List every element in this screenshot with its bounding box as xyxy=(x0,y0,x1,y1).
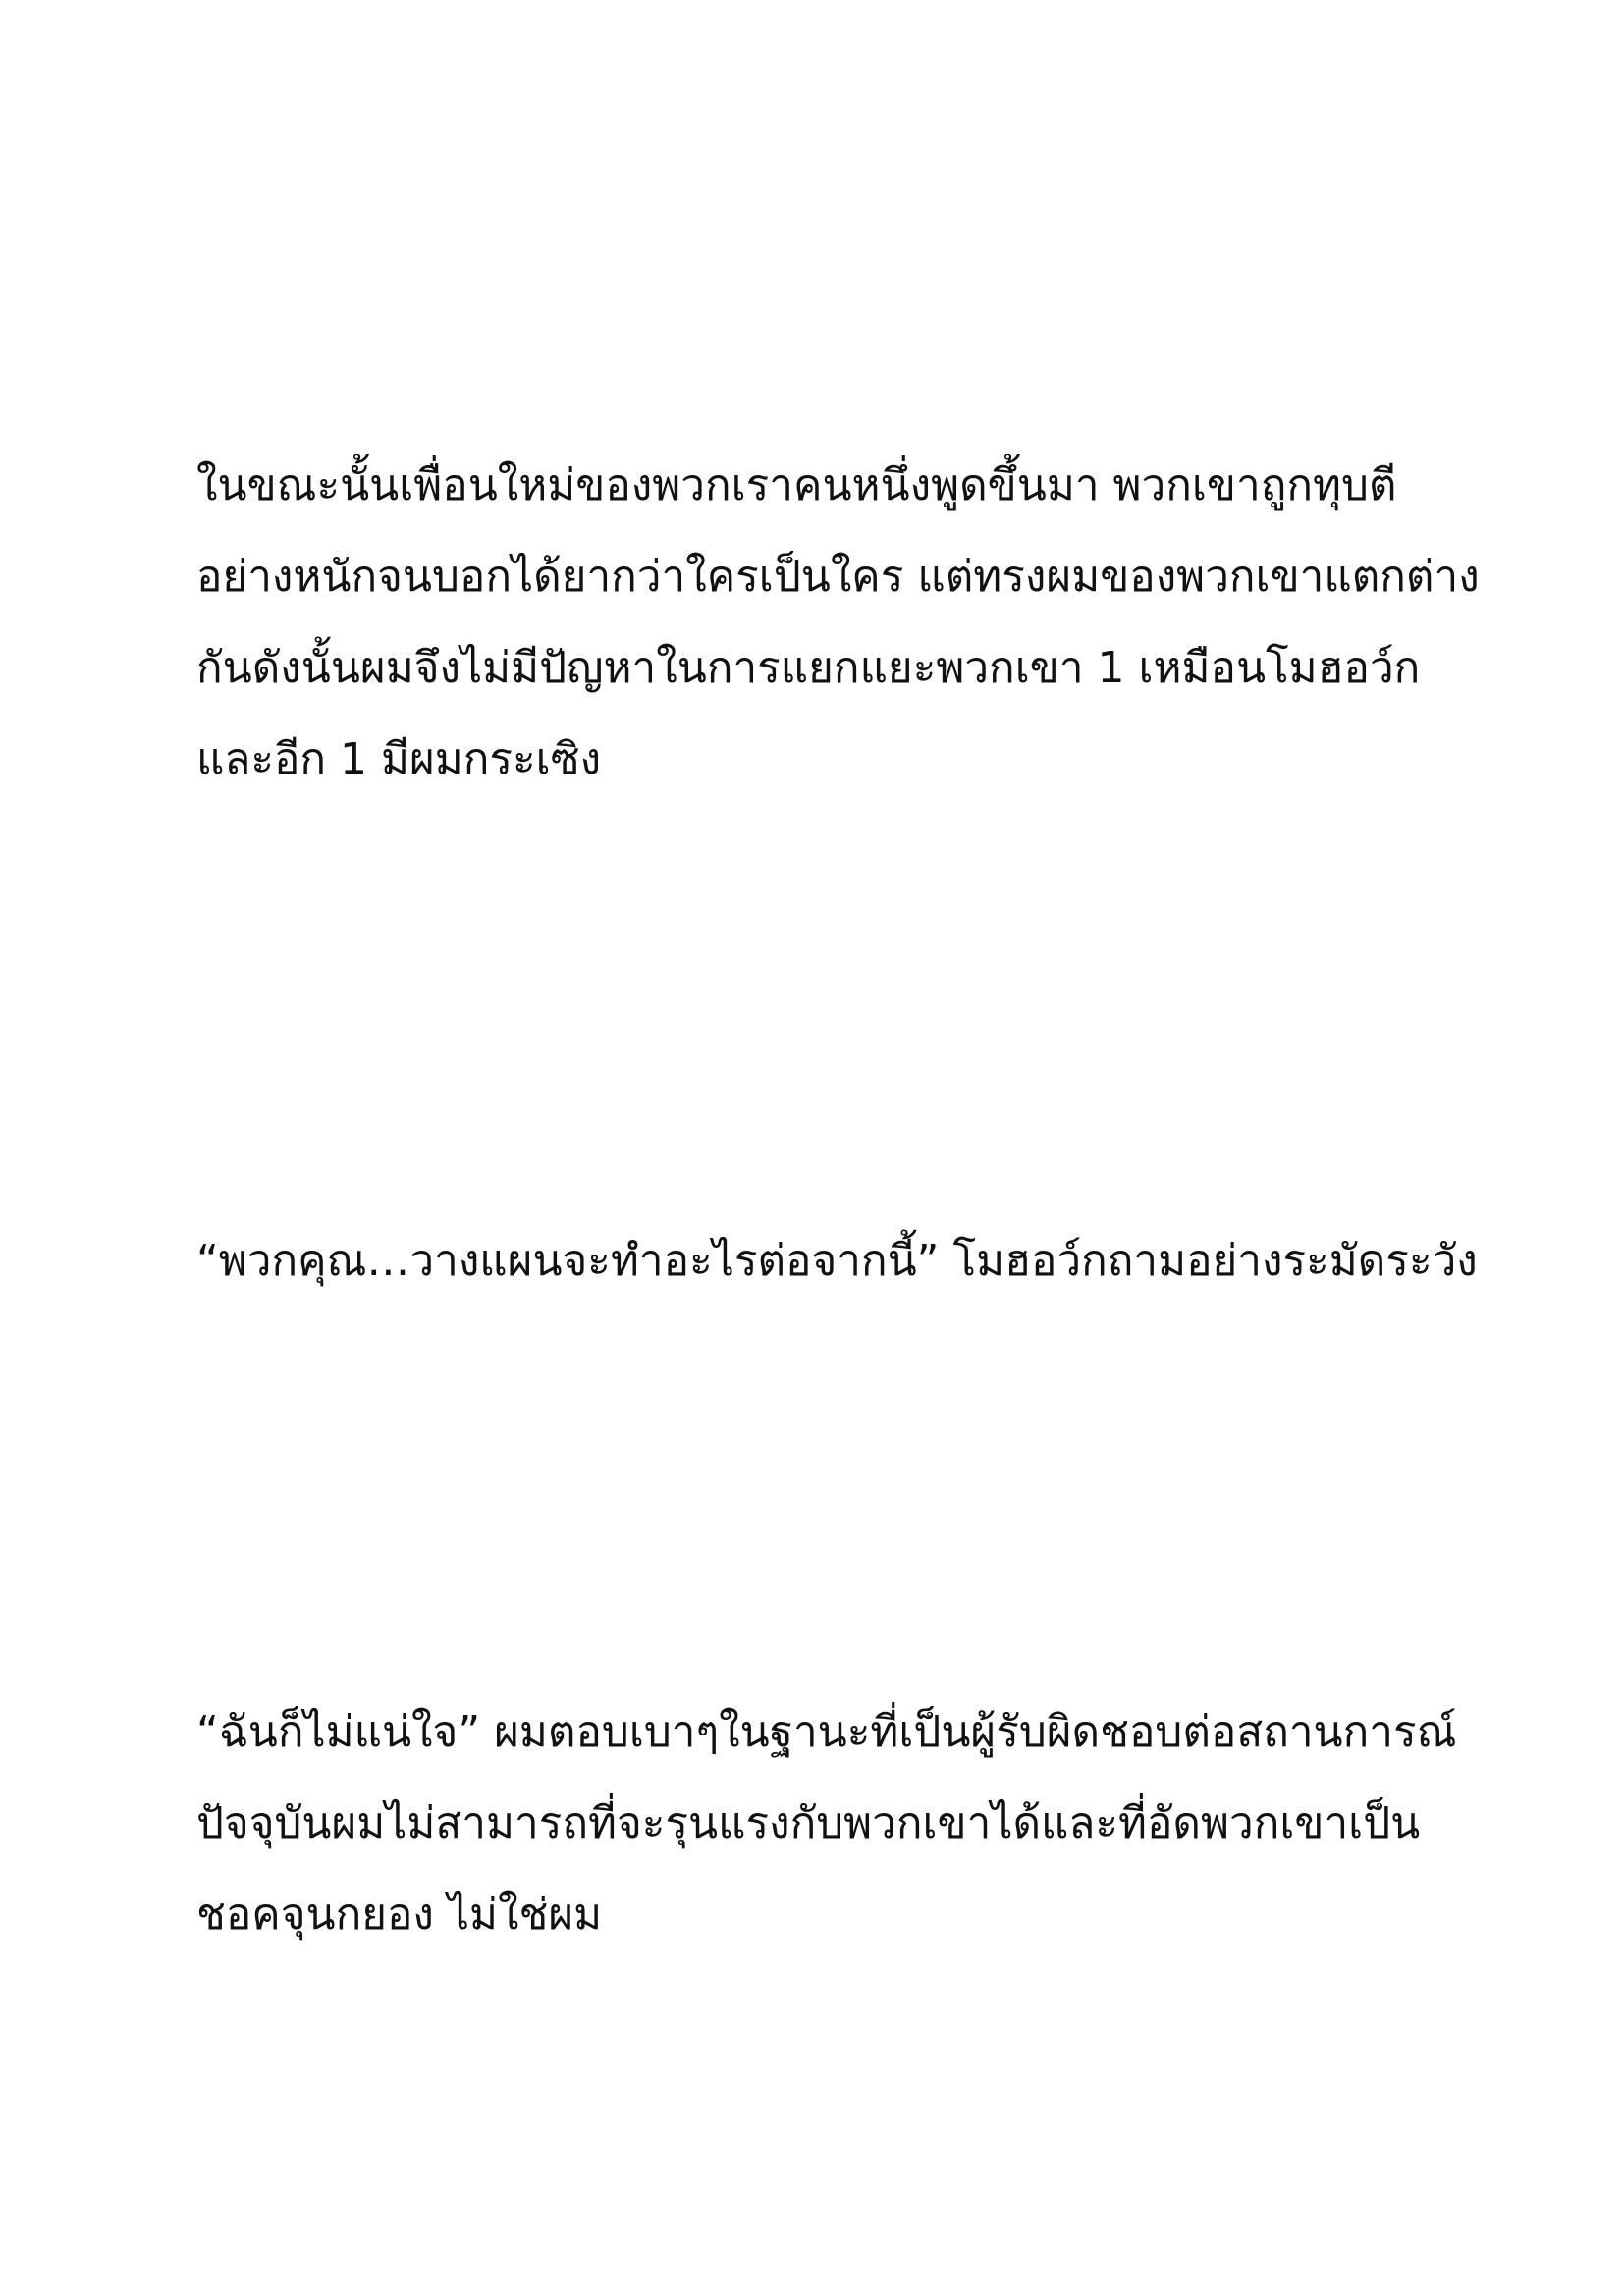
text-line: ชอคจุนกยอง ไม่ใช่ผม xyxy=(196,1890,603,1940)
text-line: อย่างหนักจนบอกได้ยากว่าใครเป็นใคร แต่ทรงผมของพวกเขาแตกต่าง xyxy=(196,552,1480,602)
text-line: ปัจจุบันผมไม่สามารถที่จะรุนแรงกับพวกเขาได้และที่อัดพวกเขาเป็น xyxy=(196,1798,1421,1848)
paragraph-dialogue-reply xyxy=(196,1686,1457,1960)
paragraph-narration xyxy=(196,440,1480,805)
text-line: และอีก 1 มีผมกระเซิง xyxy=(196,734,602,784)
text-line: “พวกคุณ…วางแผนจะทำอะไรต่อจากนี้” โมฮอว์กถามอย่างระมัดระวัง xyxy=(196,1236,1478,1286)
text-line: “ฉันก็ไม่แน่ใจ” ผมตอบเบาๆในฐานะที่เป็นผู้รับผิดชอบต่อสถานการณ์ xyxy=(196,1707,1457,1757)
text-line: ในขณะนั้นเพื่อนใหม่ของพวกเราคนหนึ่งพูดขึ้นมา พวกเขาถูกทุบตี xyxy=(196,460,1397,510)
text-line: กันดังนั้นผมจึงไม่มีปัญหาในการแยกแยะพวกเขา 1 เหมือนโมฮอว์ก xyxy=(196,643,1421,693)
paragraph-dialogue xyxy=(196,1215,1478,1307)
